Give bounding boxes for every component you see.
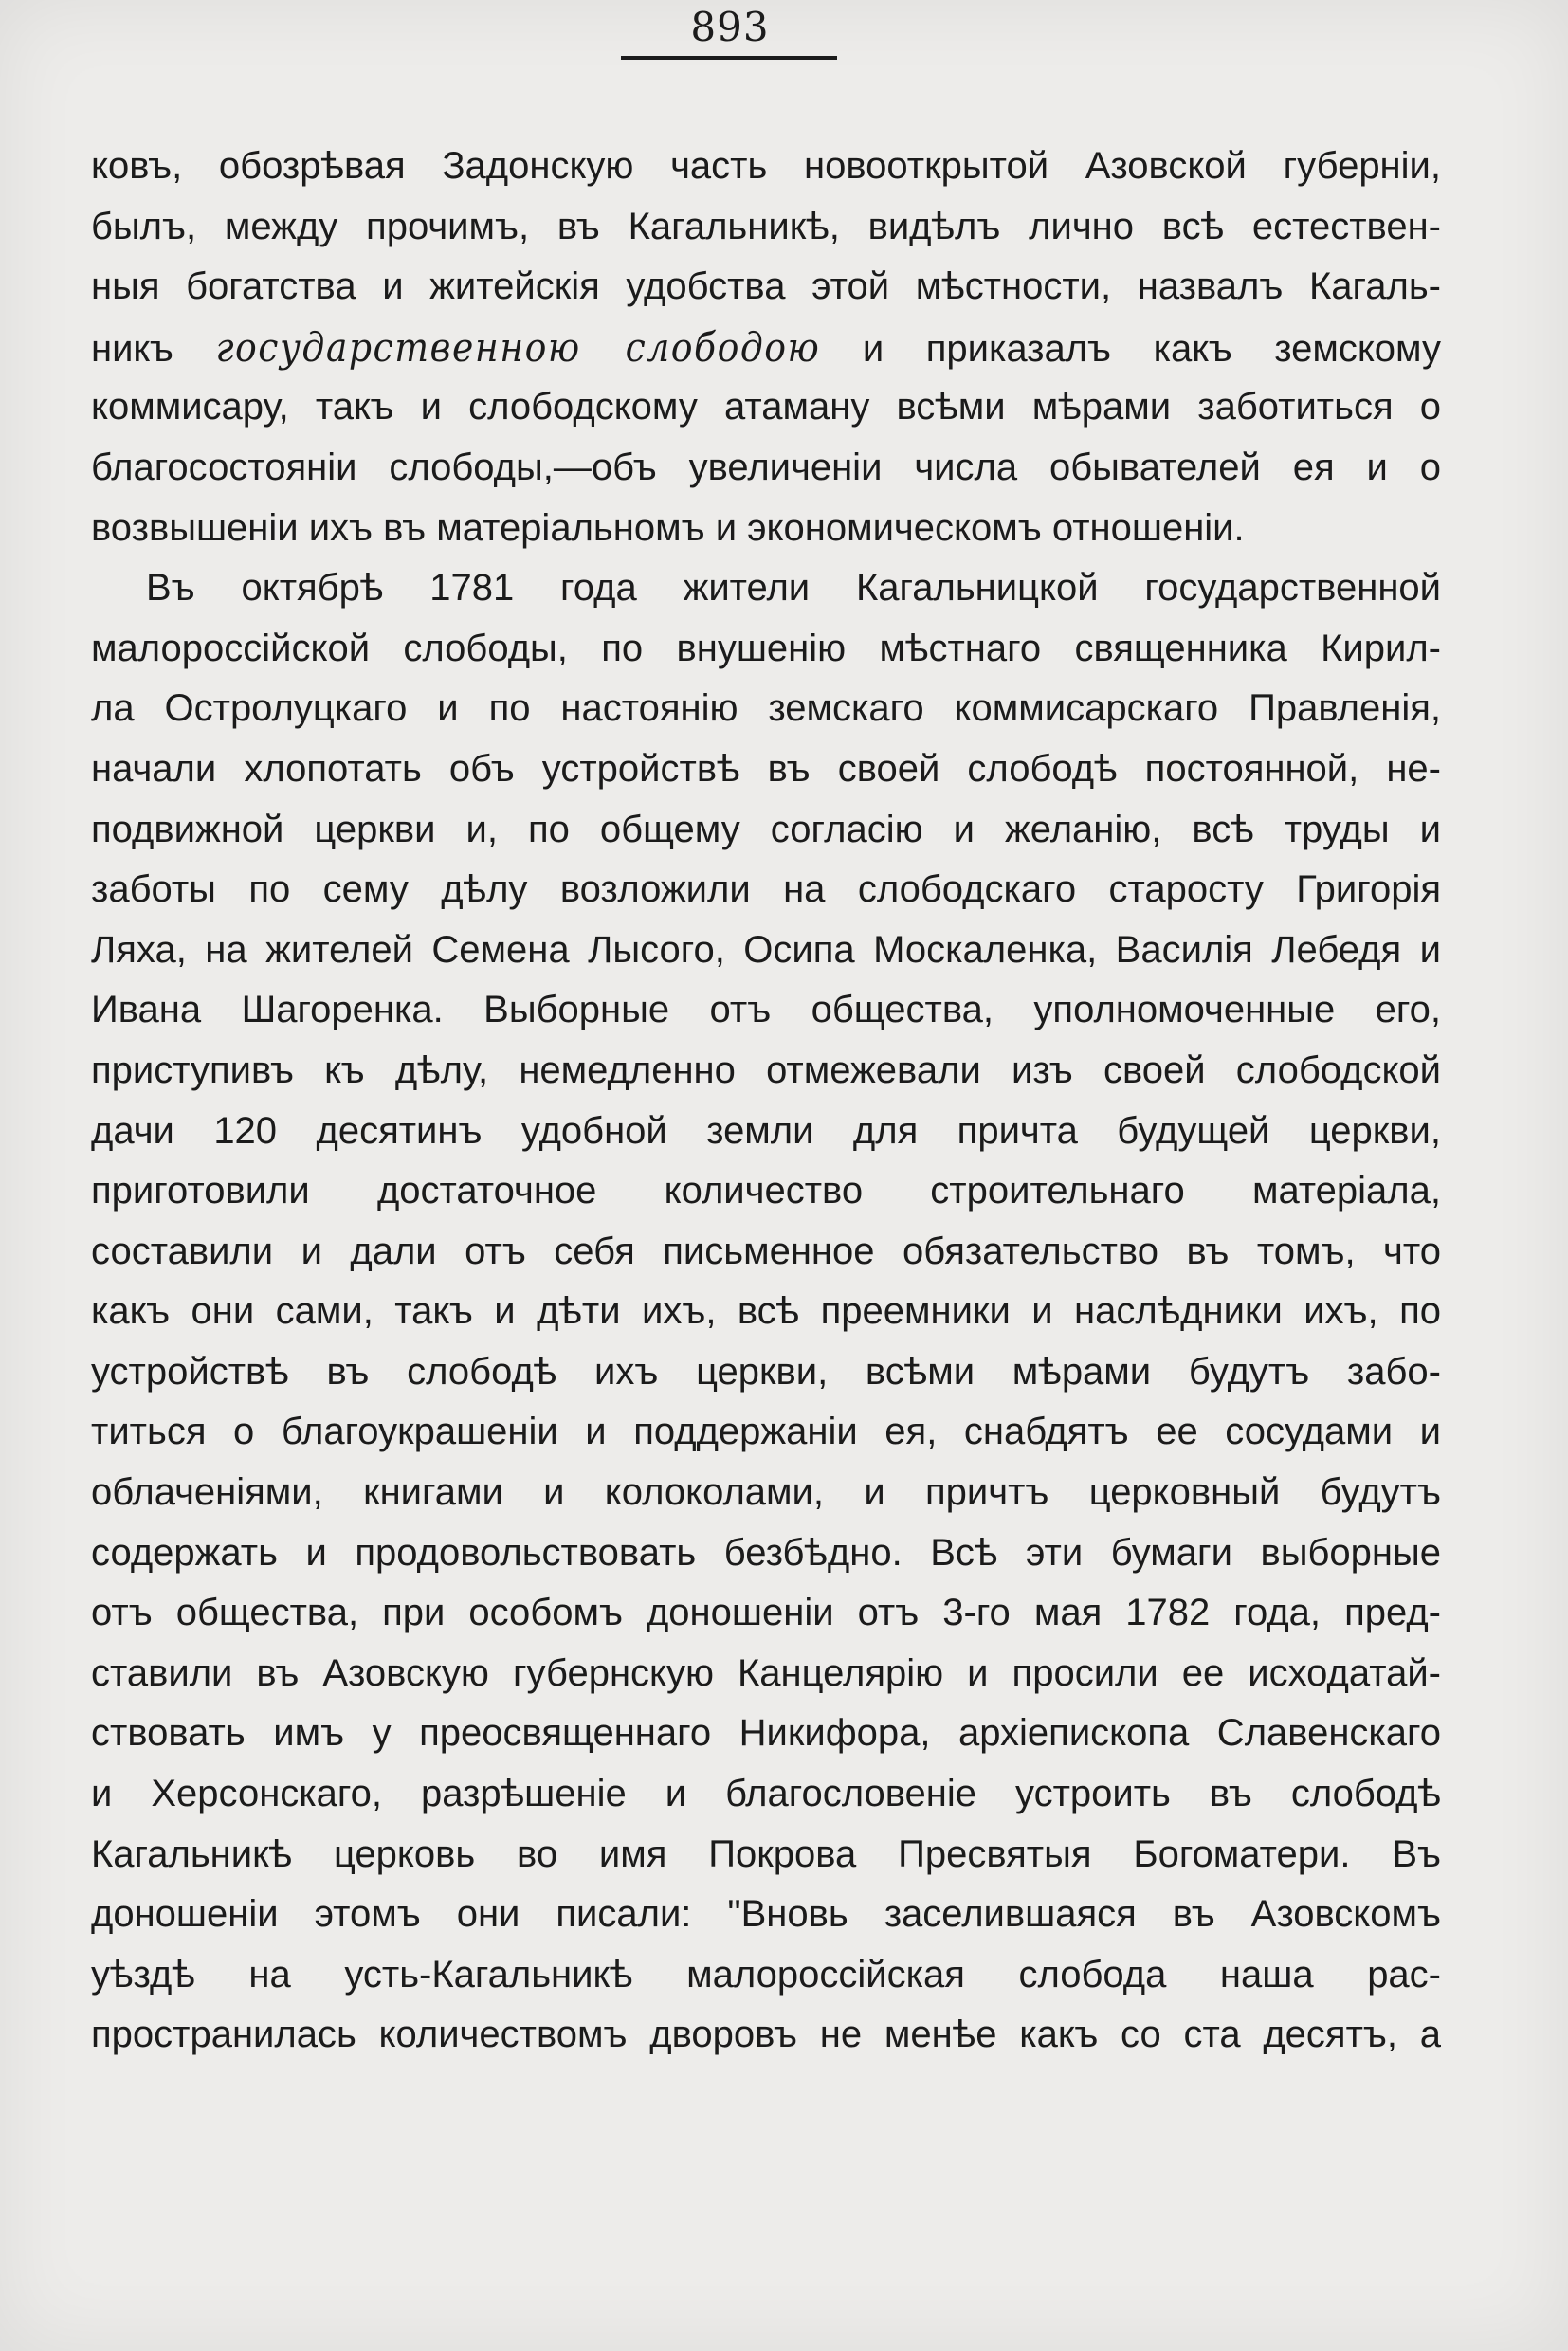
text-line: благосостояніи слободы,—объ увеличеніи числа обывателей ея и о bbox=[91, 446, 1441, 488]
text-line: доношеніи этомъ они писали: "Вновь заселившаяся въ Азовскомъ bbox=[91, 1893, 1441, 1936]
text-line: ковъ, обозрѣвая Задонскую часть новооткрытой Азовской губерніи, bbox=[91, 145, 1441, 187]
text-line: начали хлопотать объ устройствѣ въ своей слободѣ постоянной, не- bbox=[91, 747, 1441, 790]
text-line: содержать и продовольствовать безбѣдно. Всѣ эти бумаги выборные bbox=[91, 1531, 1441, 1574]
text-line: малороссійской слободы, по внушенію мѣстнаго священника Кирил- bbox=[91, 627, 1441, 669]
text-line: ныя богатства и житейскія удобства этой мѣстности, назвалъ Кагаль- bbox=[91, 265, 1441, 308]
text-line: ла Остролуцкаго и по настоянію земскаго коммисарскаго Правленія, bbox=[91, 687, 1441, 730]
text-line: титься о благоукрашеніи и поддержаніи ея, снабдятъ ее сосудами и bbox=[91, 1411, 1441, 1453]
text-line bbox=[91, 318, 1441, 378]
text-line: отъ общества, при особомъ доношеніи отъ 3-го мая 1782 года, пред- bbox=[91, 1592, 1441, 1634]
text-line: Ивана Шагоренка. Выборные отъ общества, уполномоченные его, bbox=[91, 989, 1441, 1031]
text-line: составили и дали отъ себя письменное обязательство въ томъ, что bbox=[91, 1230, 1441, 1272]
text-line: приготовили достаточное количество строительнаго матеріала, bbox=[91, 1170, 1441, 1212]
text-line: возвышеніи ихъ въ матеріальномъ и экономическомъ отношеніи. bbox=[91, 506, 1245, 549]
emphasized-phrase: государственною слободою bbox=[215, 323, 821, 371]
text-line: коммисару, такъ и слободскому атаману всѣми мѣрами заботиться о bbox=[91, 386, 1441, 428]
text-line: заботы по сему дѣлу возложили на слободскаго старосту Григорія bbox=[91, 868, 1441, 911]
text-line: ставили въ Азовскую губернскую Канцелярію и просили ее исходатай- bbox=[91, 1651, 1441, 1694]
text-line: уѣздѣ на усть-Кагальникѣ малороссійская слобода наша рас- bbox=[91, 1953, 1441, 1996]
text-line: Кагальникѣ церковь во имя Покрова Пресвятыя Богоматери. Въ bbox=[91, 1832, 1441, 1875]
text-line: облаченіями, книгами и колоколами, и причтъ церковный будутъ bbox=[91, 1471, 1441, 1514]
text-line: дачи 120 десятинъ удобной земли для причта будущей церкви, bbox=[91, 1109, 1441, 1152]
page-number: 893 bbox=[690, 4, 770, 50]
text-line: пространилась количествомъ дворовъ не менѣе какъ со ста десятъ, а bbox=[91, 2014, 1441, 2056]
text-line: устройствѣ въ слободѣ ихъ церкви, всѣми мѣрами будутъ забо- bbox=[91, 1350, 1441, 1393]
text-line: приступивъ къ дѣлу, немедленно отмежевали изъ своей слободской bbox=[91, 1048, 1441, 1091]
text-line: былъ, между прочимъ, въ Кагальникѣ, видѣлъ лично всѣ естествен- bbox=[91, 205, 1441, 247]
page-body-text bbox=[91, 137, 1441, 2066]
header-rule bbox=[621, 56, 837, 60]
paragraph-first-line: Въ октябрѣ 1781 года жители Кагальницкой государственной bbox=[146, 567, 1441, 610]
text-line-start: никъ bbox=[91, 327, 173, 370]
text-line: ствовать имъ у преосвященнаго Никифора, архіепископа Славенскаго bbox=[91, 1712, 1441, 1755]
text-line: Ляха, на жителей Семена Лысого, Осипа Москаленка, Василія Лебедя и bbox=[91, 928, 1441, 971]
text-line: подвижной церкви и, по общему согласію и желанію, всѣ труды и bbox=[91, 808, 1441, 850]
text-line: какъ они сами, такъ и дѣти ихъ, всѣ преемники и наслѣдники ихъ, по bbox=[91, 1290, 1441, 1333]
text-line-end: и приказалъ какъ земскому bbox=[862, 327, 1441, 370]
text-line: и Херсонскаго, разрѣшеніе и благословеніе устроить въ слободѣ bbox=[91, 1773, 1441, 1815]
